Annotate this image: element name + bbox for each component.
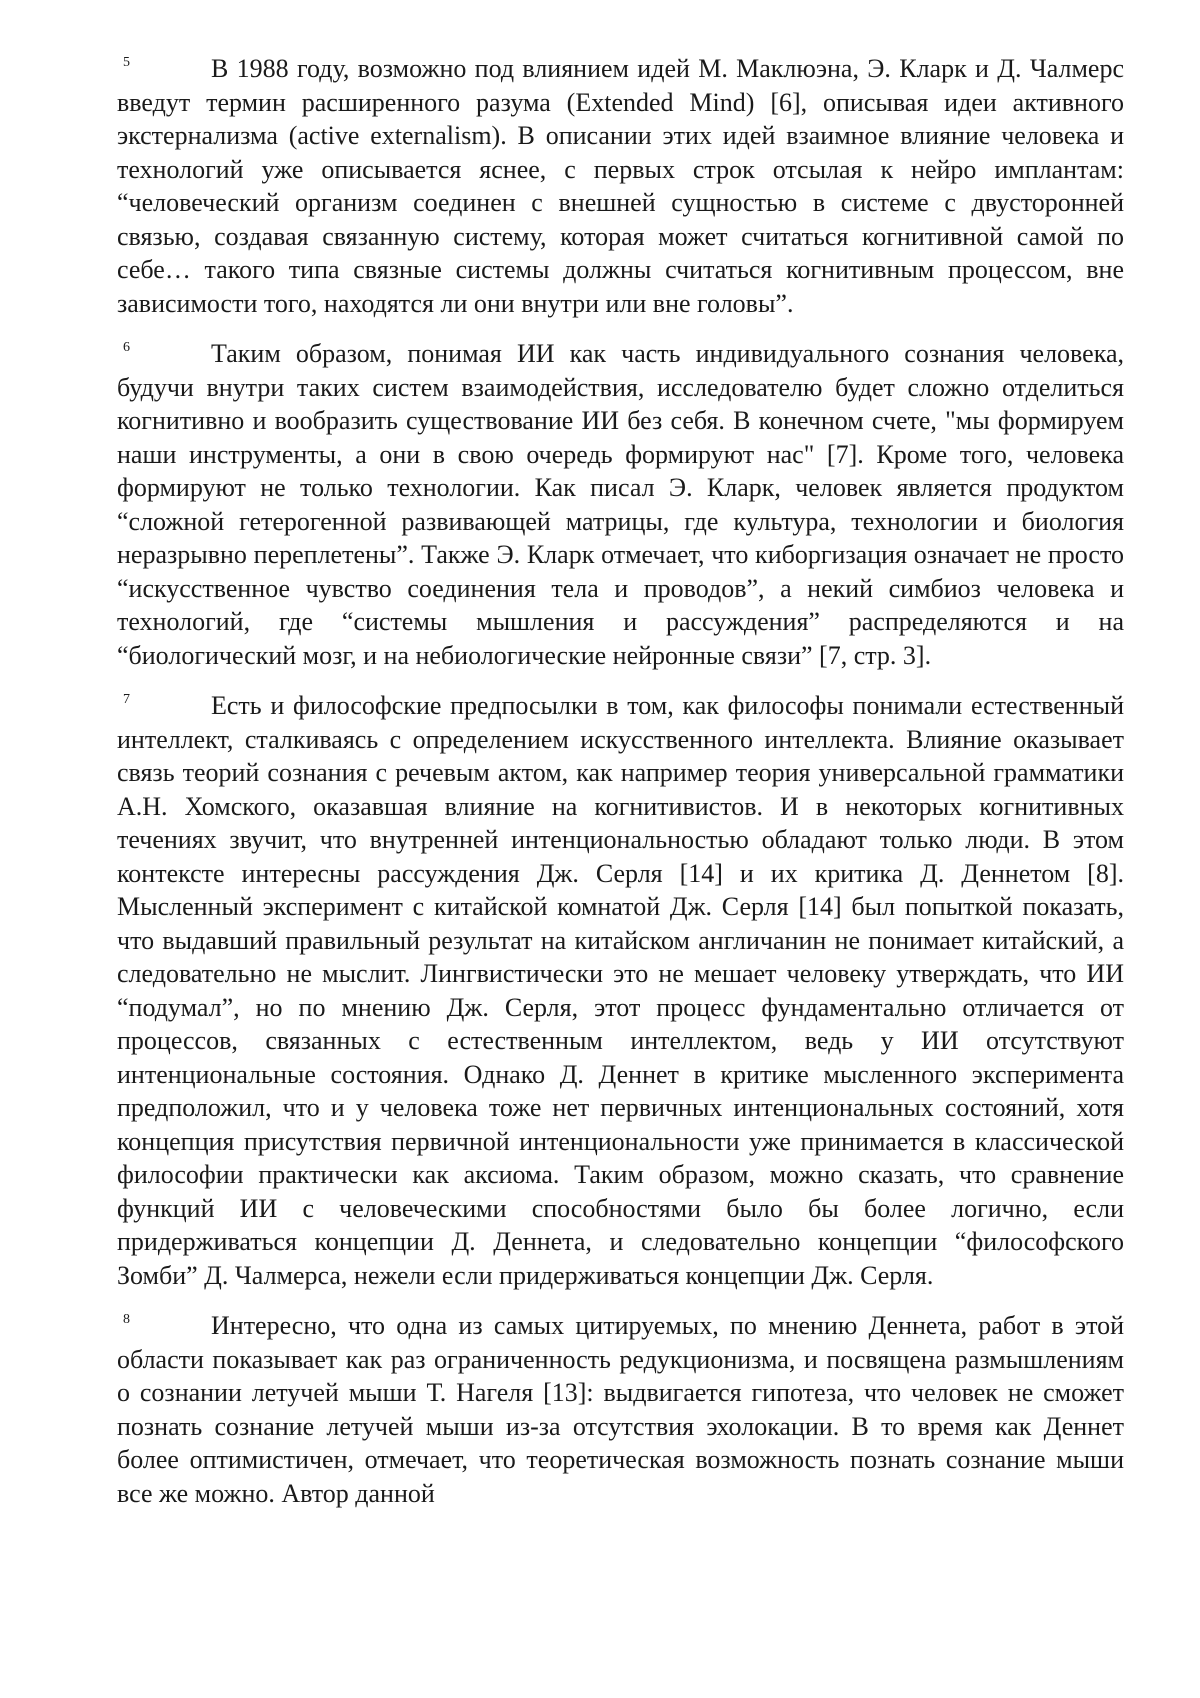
paragraph-number: 5 bbox=[123, 55, 130, 70]
paragraph-8 bbox=[117, 1309, 1124, 1510]
document-page bbox=[117, 52, 1124, 1527]
paragraph-6 bbox=[117, 337, 1124, 672]
paragraph-text: Таким образом, понимая ИИ как часть индивидуального сознания человека, будучи внутри таких систем взаимодействия, исследователю будет сложно отделиться когнитивно и вообразить существование ИИ без себя. В конечном счете, "мы формируем наши инструменты, а они в свою очередь формируют нас" [7]. Кроме того, человека формируют не только технологии. Как писал Э. Кларк, человек является продуктом “сложной гетерогенной развивающей матрицы, где культура, технологии и биология неразрывно переплетены”. Также Э. Кларк отмечает, что киборгизация означает не просто “искусственное чувство соединения тела и проводов”, а некий симбиоз человека и технологий, где “системы мышления и рассуждения” распределяются и на “биологический мозг, и на небиологические нейронные связи” [7, стр. 3]. bbox=[117, 339, 1124, 670]
paragraph-number: 6 bbox=[123, 340, 130, 355]
paragraph-text: В 1988 году, возможно под влиянием идей М. Маклюэна, Э. Кларк и Д. Чалмерс введут термин расширенного разума (Extended Mind) [6], описывая идеи активного экстернализма (active externalism). В описании этих идей взаимное влияние человека и технологий уже описывается яснее, с первых строк отсылая к нейро имплантам: “человеческий организм соединен с внешней сущностью в системе с двусторонней связью, создавая связанную систему, которая может считаться когнитивной самой по себе… такого типа связные системы должны считаться когнитивным процессом, вне зависимости того, находятся ли они внутри или вне головы”. bbox=[117, 54, 1124, 318]
paragraph-text: Интересно, что одна из самых цитируемых, по мнению Деннета, работ в этой области показывает как раз ограниченность редукционизма, и посвящена размышлениям о сознании летучей мыши Т. Нагеля [13]: выдвигается гипотеза, что человек не сможет познать сознание летучей мыши из-за отсутствия эхолокации. В то время как Деннет более оптимистичен, отмечает, что теоретическая возможность познать сознание мыши все же можно. Автор данной bbox=[117, 1311, 1124, 1508]
paragraph-7 bbox=[117, 689, 1124, 1292]
paragraph-number: 7 bbox=[123, 692, 130, 707]
paragraph-text: Есть и философские предпосылки в том, как философы понимали естественный интеллект, сталкиваясь с определением искусственного интеллекта. Влияние оказывает связь теорий сознания с речевым актом, как например теория универсальной грамматики А.Н. Хомского, оказавшая влияние на когнитивистов. И в некоторых когнитивных течениях звучит, что внутренней интенциональностью обладают только люди. В этом контексте интересны рассуждения Дж. Серля [14] и их критика Д. Деннетом [8]. Мысленный эксперимент с китайской комнатой Дж. Серля [14] был попыткой показать, что выдавший правильный результат на китайском англичанин не понимает китайский, а следовательно не мыслит. Лингвистически это не мешает человеку утверждать, что ИИ “подумал”, но по мнению Дж. Серля, этот процесс фундаментально отличается от процессов, связанных с естественным интеллектом, ведь у ИИ отсутствуют интенциональные состояния. Однако Д. Деннет в критике мысленного эксперимента предположил, что и у человека тоже нет первичных интенциональных состояний, хотя концепция присутствия первичной интенциональности уже принимается в классической философии практически как аксиома. Таким образом, можно сказать, что сравнение функций ИИ с человеческими способностями было бы более логично, если придерживаться концепции Д. Деннета, и следовательно концепции “философского Зомби” Д. Чалмерса, нежели если придерживаться концепции Дж. Серля. bbox=[117, 691, 1124, 1290]
paragraph-number: 8 bbox=[123, 1312, 130, 1327]
paragraph-5 bbox=[117, 52, 1124, 320]
